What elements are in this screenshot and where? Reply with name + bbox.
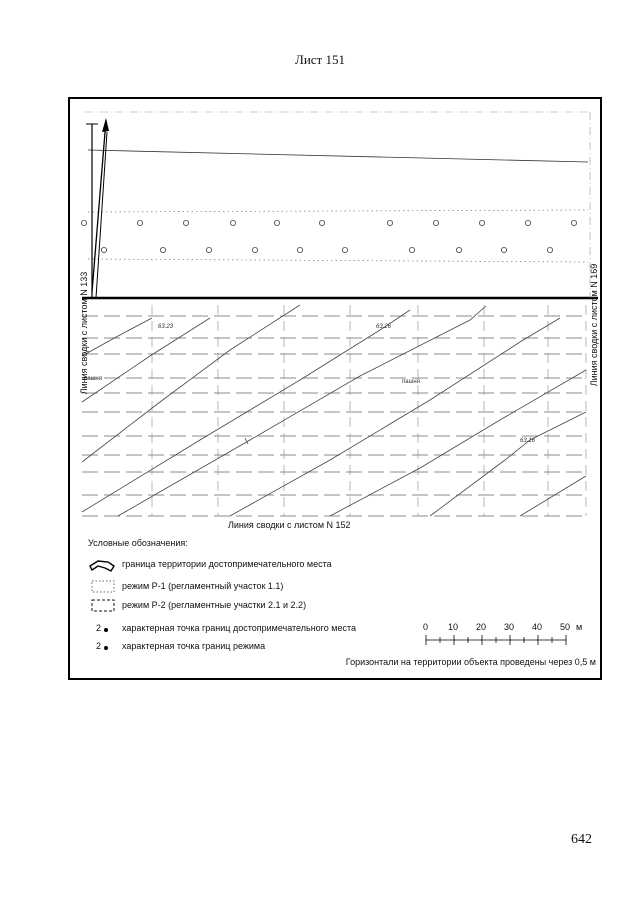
legend-item-text: режим Р-2 (регламентные участки 2.1 и 2.2) [122, 600, 307, 610]
contour-note: Горизонтали на территории объекта проведены через 0,5 м [345, 657, 596, 667]
match-line-bottom-label: Линия сводки с листом N 152 [228, 520, 351, 530]
legend-marker: 2 [96, 623, 102, 633]
scale-tick-label: 20 [476, 622, 487, 632]
elevation-label: 63.26 [376, 324, 392, 330]
page-number: 642 [571, 832, 592, 847]
scale-tick-label: 50 [560, 622, 571, 632]
match-line-right-label: Линия сводки с листом N 169 [589, 263, 599, 387]
dotted-line [88, 259, 588, 262]
legend-item-text: характерная точка границ достопримечательного места [122, 623, 356, 633]
legend-symbol-r2 [92, 600, 114, 611]
legend-symbol-boundary [90, 561, 114, 571]
match-line-left-label: Линия сводки с листом N 133 [79, 271, 89, 395]
legend-item-text: характерная точка границ режима [122, 641, 266, 651]
dotted-line [88, 210, 588, 212]
contour-lines [82, 305, 586, 516]
scale-unit: м [576, 622, 583, 632]
legend-symbol-r1 [92, 581, 114, 592]
field-line [88, 150, 588, 162]
scale-bar [426, 635, 566, 645]
scale-tick-label: 40 [532, 622, 543, 632]
north-arrow-icon [86, 118, 109, 298]
scale-tick-label: 10 [448, 622, 459, 632]
land-label: пашня [84, 376, 102, 382]
legend-item-text: граница территории достопримечательного места [122, 559, 332, 569]
scale-tick-label: 30 [504, 622, 515, 632]
legend-dot-icon [104, 628, 108, 632]
legend-item-text: режим Р-1 (регламентный участок 1.1) [122, 581, 284, 591]
legend-marker: 2 [96, 641, 102, 651]
scale-tick-label: 0 [423, 622, 429, 632]
grid-lines [82, 316, 586, 516]
elevation-label: 63.16 [520, 438, 536, 444]
legend-title: Условные обозначения: [88, 538, 188, 548]
legend-dot-icon [104, 646, 108, 650]
land-label: пашня [402, 379, 420, 385]
elevation-label: 63.23 [158, 324, 174, 330]
sheet-title: Лист 151 [295, 52, 345, 67]
